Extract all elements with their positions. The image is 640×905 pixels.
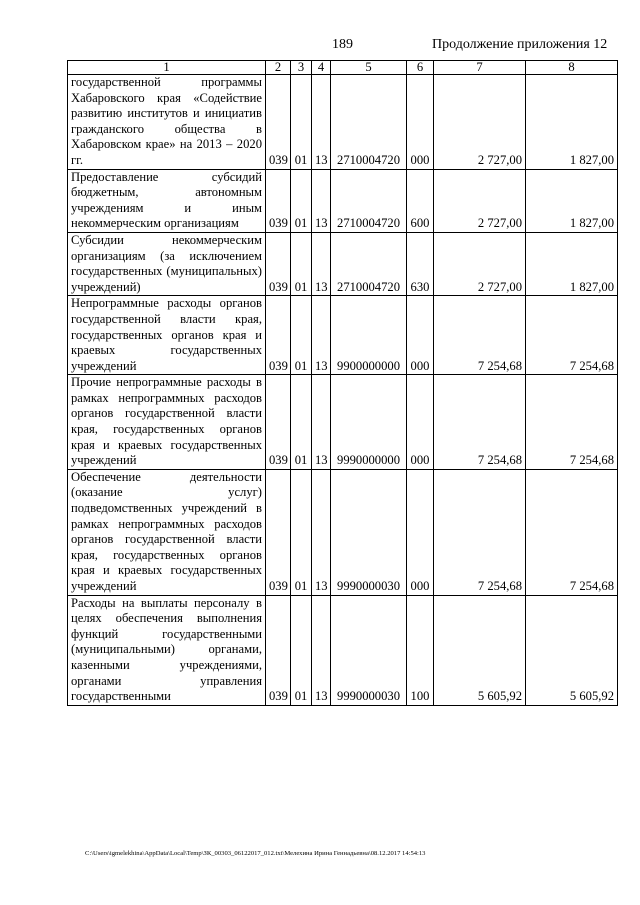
amount-1: 2 727,00 [434, 232, 526, 295]
subsection-code: 13 [312, 169, 331, 232]
amount-1: 2 727,00 [434, 75, 526, 170]
column-header: 3 [291, 61, 312, 75]
file-path-footer: C:\Users\igmelekhina\AppData\Local\Temp\ЗК_00303_06122017_012.txt\Мелехина Ирина Геннадьевна\08.12.2017 14:54:13 [85, 850, 426, 857]
column-header-row [68, 61, 618, 75]
subsection-code: 13 [312, 75, 331, 170]
column-header: 7 [434, 61, 526, 75]
target-article-code: 9990000030 [331, 469, 407, 595]
subsection-code: 13 [312, 469, 331, 595]
ministry-code: 039 [266, 169, 291, 232]
column-header: 4 [312, 61, 331, 75]
ministry-code: 039 [266, 375, 291, 470]
row-name: Расходы на выплаты персоналу в целях обеспечения выполнения функций государственными (муниципальными) органами, казенными учреждениями, органами управления государственными [68, 595, 266, 705]
table-row [68, 375, 618, 470]
ministry-code: 039 [266, 232, 291, 295]
row-name: Прочие непрограммные расходы в рамках непрограммных расходов органов государственной власти края, государственных органов края и краевых государственных учреждений [68, 375, 266, 470]
table-row [68, 232, 618, 295]
amount-1: 7 254,68 [434, 469, 526, 595]
amount-1: 5 605,92 [434, 595, 526, 705]
ministry-code: 039 [266, 75, 291, 170]
amount-2: 1 827,00 [526, 169, 618, 232]
row-name: Непрограммные расходы органов государственной власти края, государственных органов края и краевых государственных учреждений [68, 296, 266, 375]
target-article-code: 2710004720 [331, 75, 407, 170]
continuation-label: Продолжение приложения 12 [432, 37, 608, 52]
amount-2: 1 827,00 [526, 75, 618, 170]
column-header: 8 [526, 61, 618, 75]
row-name: Обеспечение деятельности (оказание услуг) подведомственных учреждений в рамках непрограммных расходов органов государственной власти края, государственных органов края и краевых государственных учреждений [68, 469, 266, 595]
row-name: Предоставление субсидий бюджетным, автономным учреждениям и иным некоммерческим организациям [68, 169, 266, 232]
table-row [68, 595, 618, 705]
row-name: Субсидии некоммерческим организациям (за исключением государственных (муниципальных) учреждений) [68, 232, 266, 295]
amount-1: 7 254,68 [434, 375, 526, 470]
subsection-code: 13 [312, 595, 331, 705]
table-row [68, 75, 618, 170]
section-code: 01 [291, 375, 312, 470]
amount-2: 7 254,68 [526, 469, 618, 595]
subsection-code: 13 [312, 296, 331, 375]
table-row [68, 469, 618, 595]
row-name: государственной программы Хабаровского края «Содействие развитию институтов и инициатив гражданского общества в Хабаровском крае» на 2013 – 2020 гг. [68, 75, 266, 170]
section-code: 01 [291, 75, 312, 170]
section-code: 01 [291, 469, 312, 595]
target-article-code: 9990000030 [331, 595, 407, 705]
subsection-code: 13 [312, 375, 331, 470]
section-code: 01 [291, 595, 312, 705]
amount-2: 1 827,00 [526, 232, 618, 295]
section-code: 01 [291, 169, 312, 232]
budget-table [67, 60, 618, 706]
expense-type-code: 630 [407, 232, 434, 295]
amount-1: 2 727,00 [434, 169, 526, 232]
expense-type-code: 000 [407, 75, 434, 170]
section-code: 01 [291, 296, 312, 375]
expense-type-code: 600 [407, 169, 434, 232]
target-article-code: 2710004720 [331, 169, 407, 232]
table-row [68, 169, 618, 232]
table-row [68, 296, 618, 375]
page-number: 189 [332, 37, 353, 52]
column-header: 5 [331, 61, 407, 75]
target-article-code: 9900000000 [331, 296, 407, 375]
amount-2: 5 605,92 [526, 595, 618, 705]
column-header: 2 [266, 61, 291, 75]
column-header: 6 [407, 61, 434, 75]
expense-type-code: 100 [407, 595, 434, 705]
ministry-code: 039 [266, 595, 291, 705]
amount-1: 7 254,68 [434, 296, 526, 375]
target-article-code: 9990000000 [331, 375, 407, 470]
expense-type-code: 000 [407, 296, 434, 375]
ministry-code: 039 [266, 469, 291, 595]
ministry-code: 039 [266, 296, 291, 375]
column-header: 1 [68, 61, 266, 75]
expense-type-code: 000 [407, 469, 434, 595]
target-article-code: 2710004720 [331, 232, 407, 295]
expense-type-code: 000 [407, 375, 434, 470]
amount-2: 7 254,68 [526, 375, 618, 470]
section-code: 01 [291, 232, 312, 295]
subsection-code: 13 [312, 232, 331, 295]
amount-2: 7 254,68 [526, 296, 618, 375]
